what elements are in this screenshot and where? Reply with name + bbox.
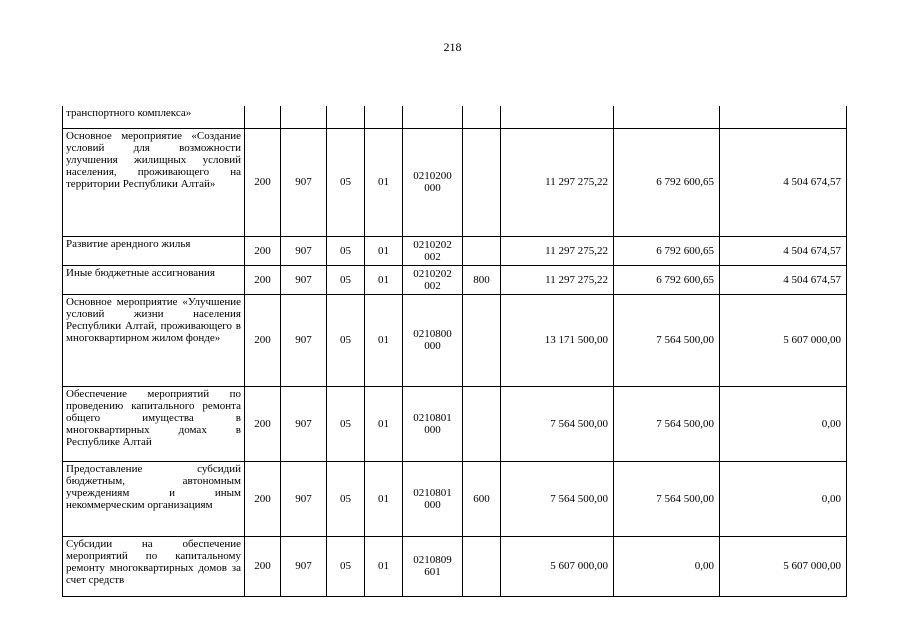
col-a-cell: 200 xyxy=(245,461,281,536)
col-c-cell: 05 xyxy=(327,386,365,461)
col-code-cell: 0210200 000 xyxy=(403,128,463,236)
value-2-cell: 7 564 500,00 xyxy=(614,386,720,461)
col-d-cell: 01 xyxy=(365,461,403,536)
value-3-cell: 5 607 000,00 xyxy=(720,536,847,596)
value-3-cell: 4 504 674,57 xyxy=(720,265,847,294)
col-a-cell: 200 xyxy=(245,236,281,265)
value-1-cell: 7 564 500,00 xyxy=(501,386,614,461)
value-1-cell: 11 297 275,22 xyxy=(501,265,614,294)
budget-table xyxy=(62,106,847,597)
col-e-cell xyxy=(463,386,501,461)
col-d-cell: 01 xyxy=(365,236,403,265)
table-row xyxy=(63,265,847,294)
value-1-cell: 5 607 000,00 xyxy=(501,536,614,596)
value-3-cell: 4 504 674,57 xyxy=(720,236,847,265)
col-c-cell: 05 xyxy=(327,265,365,294)
value-2-cell: 6 792 600,65 xyxy=(614,128,720,236)
col-a-cell: 200 xyxy=(245,128,281,236)
value-2-cell: 0,00 xyxy=(614,536,720,596)
col-code-cell: 0210801 000 xyxy=(403,386,463,461)
value-1-cell: 7 564 500,00 xyxy=(501,461,614,536)
value-3-cell: 5 607 000,00 xyxy=(720,294,847,386)
value-1-cell xyxy=(501,106,614,128)
value-3-cell xyxy=(720,106,847,128)
col-code-cell xyxy=(403,106,463,128)
col-a-cell: 200 xyxy=(245,536,281,596)
row-name-cell: транспортного комплекса» xyxy=(63,106,245,128)
col-e-cell xyxy=(463,536,501,596)
col-a-cell: 200 xyxy=(245,386,281,461)
value-2-cell: 7 564 500,00 xyxy=(614,461,720,536)
col-e-cell: 800 xyxy=(463,265,501,294)
col-b-cell: 907 xyxy=(281,294,327,386)
col-c-cell: 05 xyxy=(327,236,365,265)
value-3-cell: 0,00 xyxy=(720,386,847,461)
col-c-cell: 05 xyxy=(327,294,365,386)
value-1-cell: 11 297 275,22 xyxy=(501,236,614,265)
col-c-cell xyxy=(327,106,365,128)
col-d-cell: 01 xyxy=(365,265,403,294)
col-d-cell: 01 xyxy=(365,386,403,461)
value-3-cell: 0,00 xyxy=(720,461,847,536)
col-code-cell: 0210809 601 xyxy=(403,536,463,596)
col-code-cell: 0210202 002 xyxy=(403,236,463,265)
col-e-cell xyxy=(463,236,501,265)
row-name-cell: Основное мероприятие «Улучшение условий жизни населения Республики Алтай, проживающего в многоквартирном жилом фонде» xyxy=(63,294,245,386)
table-row xyxy=(63,536,847,596)
col-code-cell: 0210202 002 xyxy=(403,265,463,294)
col-b-cell: 907 xyxy=(281,128,327,236)
value-1-cell: 13 171 500,00 xyxy=(501,294,614,386)
value-1-cell: 11 297 275,22 xyxy=(501,128,614,236)
value-2-cell: 7 564 500,00 xyxy=(614,294,720,386)
col-b-cell: 907 xyxy=(281,386,327,461)
row-name-cell: Предоставление субсидий бюджетным, автономным учреждениям и иным некоммерческим организациям xyxy=(63,461,245,536)
col-a-cell: 200 xyxy=(245,294,281,386)
row-name-cell: Развитие арендного жилья xyxy=(63,236,245,265)
table-row xyxy=(63,294,847,386)
col-b-cell: 907 xyxy=(281,265,327,294)
col-d-cell: 01 xyxy=(365,536,403,596)
value-3-cell: 4 504 674,57 xyxy=(720,128,847,236)
col-d-cell: 01 xyxy=(365,128,403,236)
col-code-cell: 0210801 000 xyxy=(403,461,463,536)
value-2-cell: 6 792 600,65 xyxy=(614,236,720,265)
col-c-cell: 05 xyxy=(327,536,365,596)
table-row xyxy=(63,236,847,265)
table-row xyxy=(63,106,847,128)
col-e-cell xyxy=(463,294,501,386)
col-a-cell xyxy=(245,106,281,128)
col-b-cell xyxy=(281,106,327,128)
col-b-cell: 907 xyxy=(281,536,327,596)
row-name-cell: Основное мероприятие «Создание условий для возможности улучшения жилищных условий населения, проживающего на территории Республики Алтай» xyxy=(63,128,245,236)
col-a-cell: 200 xyxy=(245,265,281,294)
table-row xyxy=(63,461,847,536)
col-c-cell: 05 xyxy=(327,461,365,536)
col-e-cell xyxy=(463,128,501,236)
row-name-cell: Иные бюджетные ассигнования xyxy=(63,265,245,294)
col-b-cell: 907 xyxy=(281,461,327,536)
row-name-cell: Обеспечение мероприятий по проведению капитального ремонта общего имущества в многоквартирных домах в Республике Алтай xyxy=(63,386,245,461)
page-number: 218 xyxy=(443,40,462,54)
col-e-cell xyxy=(463,106,501,128)
value-2-cell: 6 792 600,65 xyxy=(614,265,720,294)
table-row xyxy=(63,128,847,236)
row-name-cell: Субсидии на обеспечение мероприятий по капитальному ремонту многоквартирных домов за счет средств xyxy=(63,536,245,596)
col-d-cell xyxy=(365,106,403,128)
col-b-cell: 907 xyxy=(281,236,327,265)
col-code-cell: 0210800 000 xyxy=(403,294,463,386)
table-row xyxy=(63,386,847,461)
col-d-cell: 01 xyxy=(365,294,403,386)
col-e-cell: 600 xyxy=(463,461,501,536)
value-2-cell xyxy=(614,106,720,128)
col-c-cell: 05 xyxy=(327,128,365,236)
